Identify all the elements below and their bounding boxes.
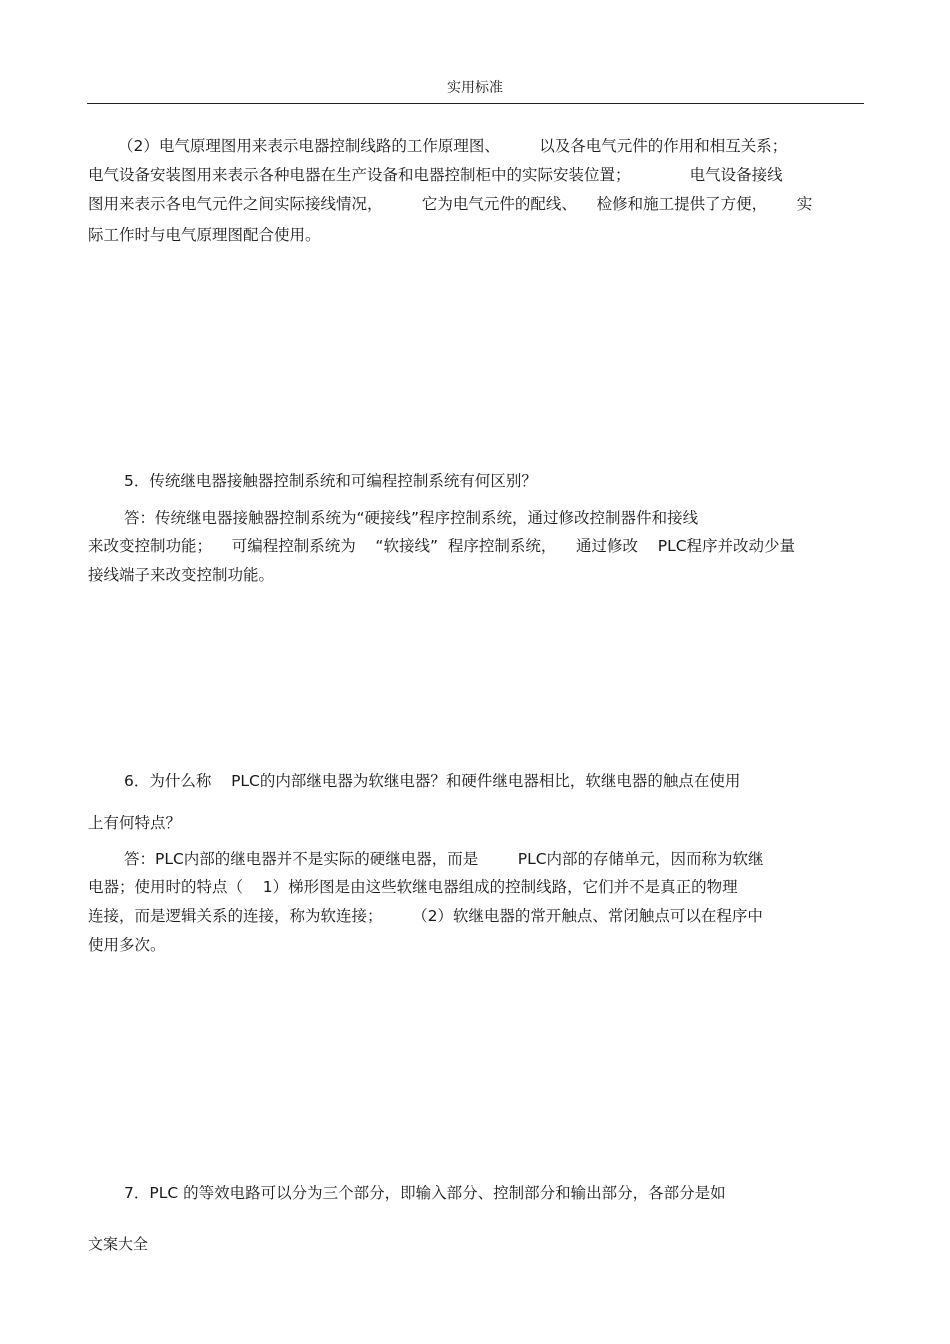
q6-answer-line-3: 连接，而是逻辑关系的连接，称为软连接； （2）软继电器的常开触点、常闭触点可以在程序中 [88, 907, 763, 925]
q5-answer-line-2: 来改变控制功能； 可编程控制系统为 “软接线” 程序控制系统， 通过修改 PLC程序并改动少量 [88, 537, 796, 555]
q6-answer-line-1: 答：PLC内部的继电器并不是实际的硬继电器，而是 PLC内部的存储单元，因而称为软继 [124, 850, 764, 868]
q5-answer-line-1: 答：传统继电器接触器控制系统为“硬接线”程序控制系统，通过修改控制器件和接线 [124, 509, 699, 527]
page-header-title: 实用标准 [447, 80, 503, 96]
q6-question-line-2: 上有何特点？ [88, 814, 182, 832]
q7-question: 7．PLC 的等效电路可以分为三个部分，即输入部分、控制部分和输出部分，各部分是如 [124, 1184, 726, 1202]
q5-question: 5．传统继电器接触器控制系统和可编程控制系统有何区别？ [124, 472, 537, 490]
para2-line-4: 际工作时与电气原理图配合使用。 [88, 226, 321, 244]
para2-line-3: 图用来表示各电气元件之间实际接线情况， 它为电气元件的配线、 检修和施工提供了方便， 实 [88, 195, 813, 213]
q5-answer-line-3: 接线端子来改变控制功能。 [88, 566, 275, 584]
para2-line-2: 电气设备安装图用来表示各种电器在生产设备和电器控制柜中的实际安装位置； 电气设备接线 [88, 166, 783, 184]
header-divider [87, 103, 864, 104]
page-footer-text: 文案大全 [88, 1235, 149, 1253]
q6-answer-line-4: 使用多次。 [88, 936, 166, 954]
para2-line-1: （2）电气原理图用来表示电器控制线路的工作原理图、 以及各电气元件的作用和相互关系； [118, 137, 788, 155]
q6-answer-line-2: 电器；使用时的特点（ 1）梯形图是由这些软继电器组成的控制线路，它们并不是真正的物理 [88, 878, 738, 896]
q6-question-line-1: 6．为什么称 PLC的内部继电器为软继电器？和硬件继电器相比，软继电器的触点在使用 [124, 772, 741, 790]
